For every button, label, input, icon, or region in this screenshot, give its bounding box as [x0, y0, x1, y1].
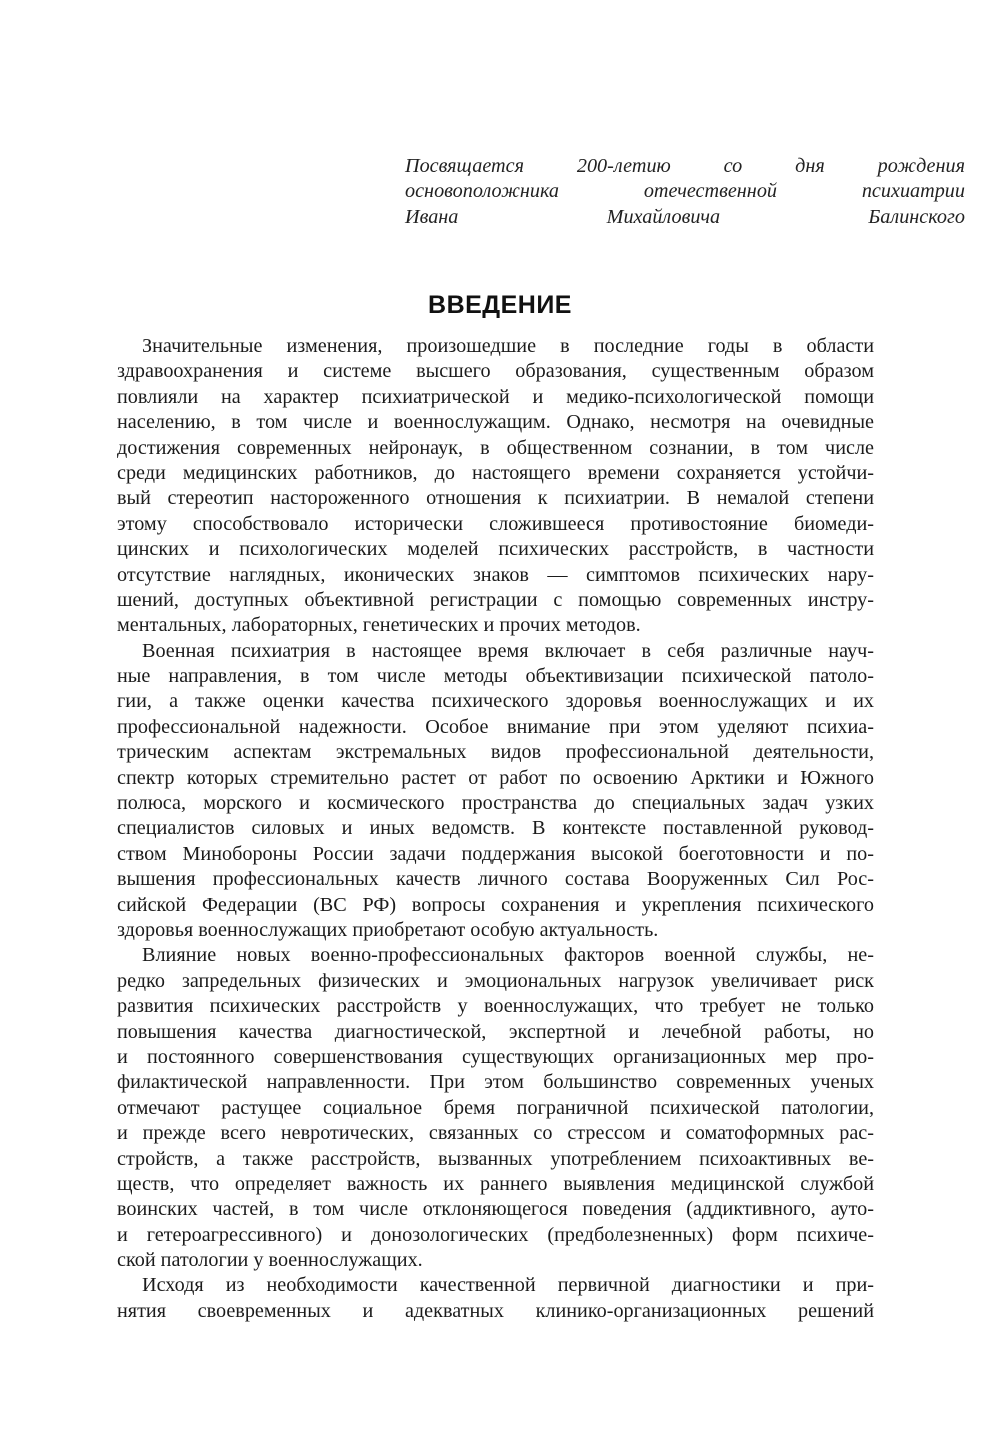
text-line: шений, доступных объективной регистрации с помощью современных инстру- [117, 588, 874, 611]
text-line: Военная психиатрия в настоящее время включает в себя различные науч- [142, 639, 874, 662]
text-line: и прежде всего невротических, связанных со стрессом и соматоформных рас- [117, 1122, 874, 1145]
body-text [117, 334, 874, 1324]
text-line: спектр которых стремительно растет от работ по освоению Арктики и Южного [117, 766, 874, 789]
text-line: вый стереотип настороженного отношения к психиатрии. В немалой степени [117, 487, 874, 510]
text-line: ством Минобороны России задачи поддержания высокой боеготовности и по- [117, 842, 874, 865]
text-line: и постоянного совершенствования существующих организационных мер про- [117, 1045, 874, 1068]
dedication-line: Посвящается 200-летию со дня рождения [405, 155, 965, 177]
text-line: трическим аспектам экстремальных видов профессиональной деятельности, [117, 741, 874, 764]
text-line: Влияние новых военно-профессиональных факторов военной службы, не- [142, 944, 874, 967]
text-line: филактической направленности. При этом большинство современных ученых [117, 1071, 874, 1094]
text-line: отсутствие наглядных, иконических знаков — симптомов психических нару- [117, 563, 874, 586]
text-line: ментальных, лабораторных, генетических и прочих методов. [117, 614, 641, 637]
text-line: развития психических расстройств у военнослужащих, что требует не только [117, 995, 874, 1018]
text-line: ществ, что определяет важность их раннего выявления медицинской службой [117, 1172, 874, 1195]
paragraph [117, 334, 874, 639]
text-line: здравоохранения и системе высшего образования, существенным образом [117, 360, 874, 383]
text-line: Исходя из необходимости качественной первичной диагностики и при- [142, 1274, 874, 1297]
text-line: отмечают растущее социальное бремя пограничной психической патологии, [117, 1096, 874, 1119]
dedication [405, 154, 965, 230]
text-line: здоровья военнослужащих приобретают особую актуальность. [117, 918, 659, 941]
dedication-line: Ивана Михайловича Балинского [405, 205, 965, 228]
text-line: стройств, а также расстройств, вызванных употреблением психоактивных ве- [117, 1147, 874, 1170]
text-line: населению, в том числе и военнослужащим. Однако, несмотря на очевидные [117, 411, 874, 434]
text-line: редко запредельных физических и эмоциональных нагрузок увеличивает риск [117, 969, 874, 992]
text-line: и гетероагрессивного) и донозологических (предболезненных) форм психиче- [117, 1223, 874, 1246]
text-line: Значительные изменения, произошедшие в последние годы в области [142, 335, 874, 357]
text-line: среди медицинских работников, до настоящего времени сохраняется устойчи- [117, 461, 874, 484]
text-line: повлияли на характер психиатрической и медико-психологической помощи [117, 385, 874, 408]
paragraph [117, 1273, 874, 1324]
text-line: этому способствовало исторически сложившееся противостояние биомеди- [117, 512, 874, 535]
chapter-title: ВВЕДЕНИЕ [428, 291, 572, 319]
text-line: ской патологии у военнослужащих. [117, 1249, 423, 1272]
paragraph [117, 639, 874, 944]
text-line: ные направления, в том числе методы объективизации психической патоло- [117, 665, 874, 688]
text-line: специалистов силовых и иных ведомств. В контексте поставленной руковод- [117, 817, 874, 840]
text-line: профессиональной надежности. Особое внимание при этом уделяют психиа- [117, 715, 874, 738]
dedication-line: основоположника отечественной психиатрии [405, 180, 965, 203]
text-line: повышения качества диагностической, экспертной и лечебной работы, но [117, 1020, 874, 1043]
text-line: сийской Федерации (ВС РФ) вопросы сохранения и укрепления психического [117, 893, 874, 916]
text-line: полюса, морского и космического пространства до специальных задач узких [117, 792, 874, 815]
text-line: нятия своевременных и адекватных клинико-организационных решений [117, 1299, 874, 1322]
text-line: гии, а также оценки качества психического здоровья военнослужащих и их [117, 690, 874, 713]
text-line: вышения профессиональных качеств личного состава Вооруженных Сил Рос- [117, 868, 874, 891]
paragraph [117, 943, 874, 1273]
text-line: достижения современных нейронаук, в общественном сознании, в том числе [117, 436, 874, 459]
text-line: воинских частей, в том числе отклоняющегося поведения (аддиктивного, ауто- [117, 1198, 874, 1221]
text-line: цинских и психологических моделей психических расстройств, в частности [117, 538, 874, 561]
